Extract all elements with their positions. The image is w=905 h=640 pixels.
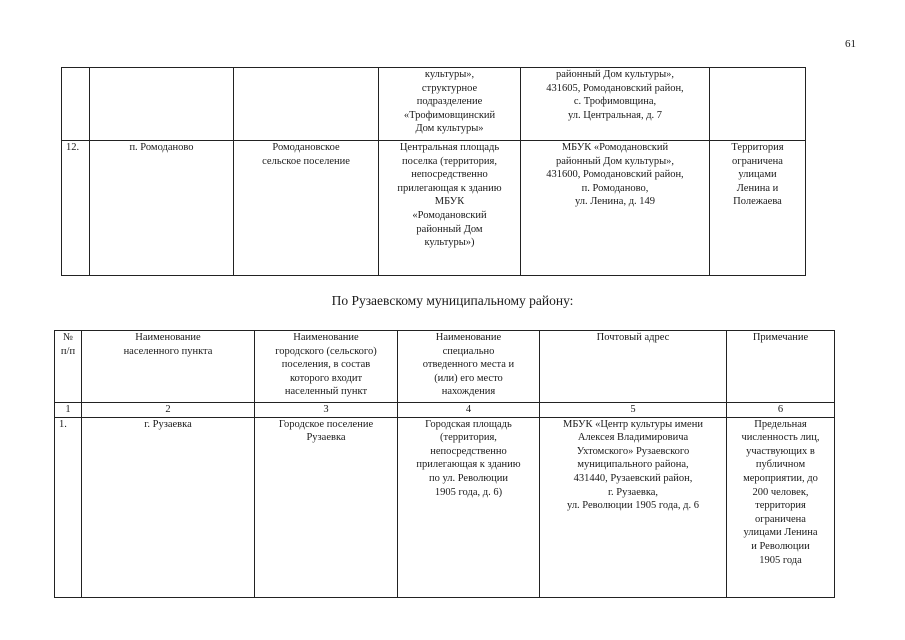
column-number: 5 xyxy=(540,403,727,418)
row-number-cell: 1. xyxy=(55,417,82,597)
header-number: № п/п xyxy=(55,331,82,403)
row-number-cell xyxy=(62,68,90,141)
header-settlement: Наименование городского (сельского) поселения, в состав которого входит населенный пункт xyxy=(255,331,398,403)
column-number: 4 xyxy=(398,403,540,418)
settlement-cell xyxy=(234,68,379,141)
settlement-cell: Городское поселение Рузаевка xyxy=(255,417,398,597)
column-number: 2 xyxy=(82,403,255,418)
table-row xyxy=(62,68,806,141)
note-cell xyxy=(710,68,806,141)
column-number: 6 xyxy=(727,403,835,418)
header-address: Почтовый адрес xyxy=(540,331,727,403)
settlement-cell: Ромодановское сельское поселение xyxy=(234,141,379,276)
note-cell: Территория ограничена улицами Ленина и Полежаева xyxy=(710,141,806,276)
row-number-cell: 12. xyxy=(62,141,90,276)
page-number: 61 xyxy=(845,38,856,50)
header-note: Примечание xyxy=(727,331,835,403)
table-header-row xyxy=(55,331,835,403)
note-cell: Предельная численность лиц, участвующих в публичном мероприятии, до 200 человек, территория ограничена улицами Ленина и Революции 1905 года xyxy=(727,417,835,597)
section-title: По Рузаевскому муниципальному району: xyxy=(331,293,574,308)
column-number: 1 xyxy=(55,403,82,418)
column-number: 3 xyxy=(255,403,398,418)
continuation-table xyxy=(61,67,806,276)
table-row xyxy=(55,417,835,597)
ruzaevka-table xyxy=(54,330,835,598)
address-cell: МБУК «Центр культуры имени Алексея Владимировича Ухтомского» Рузаевского муниципального района, 431440, Рузаевский район, г. Рузаевка, ул. Революции 1905 года, д. 6 xyxy=(540,417,727,597)
locality-cell: п. Ромоданово xyxy=(90,141,234,276)
locality-cell xyxy=(90,68,234,141)
table-row xyxy=(62,141,806,276)
place-cell: культуры», структурное подразделение «Трофимовщинский Дом культуры» xyxy=(379,68,521,141)
header-place: Наименование специально отведенного места и (или) его место нахождения xyxy=(398,331,540,403)
header-locality: Наименование населенного пункта xyxy=(82,331,255,403)
column-numbers-row xyxy=(55,403,835,418)
address-cell: МБУК «Ромодановский районный Дом культуры», 431600, Ромодановский район, п. Ромоданово, ул. Ленина, д. 149 xyxy=(521,141,710,276)
place-cell: Городская площадь (территория, непосредственно прилегающая к зданию по ул. Революции 1905 года, д. 6) xyxy=(398,417,540,597)
address-cell: районный Дом культуры», 431605, Ромодановский район, с. Трофимовщина, ул. Центральная, д. 7 xyxy=(521,68,710,141)
place-cell: Центральная площадь поселка (территория, непосредственно прилегающая к зданию МБУК «Ромодановский районный Дом культуры») xyxy=(379,141,521,276)
locality-cell: г. Рузаевка xyxy=(82,417,255,597)
